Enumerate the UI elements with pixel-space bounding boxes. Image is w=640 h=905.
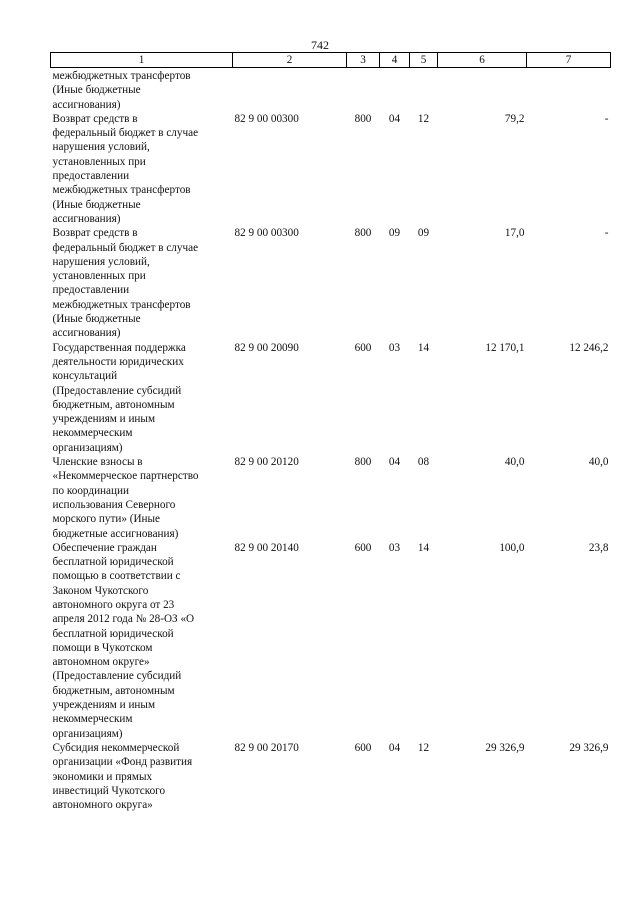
description-line: межбюджетных трансфертов	[52, 184, 191, 197]
description-line: некоммерческим	[52, 713, 133, 726]
description-line: (Иные бюджетные	[52, 313, 141, 326]
row-section: 09	[388, 227, 401, 240]
row-expense-type: 800	[354, 112, 372, 125]
row-amount-1: 17,0	[504, 227, 525, 240]
row-description	[51, 112, 233, 226]
row-description	[51, 341, 233, 455]
description-line: (Иные бюджетные	[52, 198, 141, 211]
description-line: бюджетным, автономным	[52, 684, 175, 697]
description-line: бесплатной юридической	[52, 627, 174, 640]
row-amount-1	[438, 68, 527, 112]
description-line: бюджетным, автономным	[52, 398, 175, 411]
description-line: учреждениям и иным	[52, 413, 156, 426]
description-line: организации «Фонд развития	[52, 756, 193, 769]
description-line: федеральный бюджет в случае	[52, 241, 199, 254]
row-expense-type: 600	[354, 541, 372, 554]
column-header-5: 5	[410, 53, 438, 68]
description-line: Субсидия некоммерческой	[52, 741, 180, 754]
row-amount-1: 29 326,9	[485, 741, 525, 754]
table-row	[51, 341, 611, 455]
row-amount-1: 79,2	[504, 112, 525, 125]
row-amount-1: 12 170,1	[485, 341, 525, 354]
description-line: «Некоммерческое партнерство	[52, 470, 199, 483]
row-section: 04	[388, 112, 401, 125]
row-amount-2	[527, 68, 611, 112]
row-section: 03	[388, 341, 401, 354]
table-row	[51, 455, 611, 541]
column-header-7: 7	[527, 53, 611, 68]
description-line: нарушения условий,	[52, 141, 150, 154]
row-code	[233, 68, 347, 112]
row-subsection: 14	[417, 341, 430, 354]
row-code: 82 9 00 00300	[234, 112, 299, 125]
column-header-3: 3	[347, 53, 380, 68]
row-code: 82 9 00 20140	[234, 541, 299, 554]
table-row	[51, 541, 611, 741]
row-subsection: 12	[417, 112, 430, 125]
description-line: инвестиций Чукотского	[52, 784, 166, 797]
row-subsection: 08	[417, 456, 430, 469]
description-line: по координации	[52, 484, 129, 497]
row-expense-type	[347, 68, 380, 112]
table-row	[51, 741, 611, 812]
description-line: автономного округа»	[52, 799, 153, 812]
budget-table	[50, 52, 611, 812]
description-line: предоставлении	[52, 170, 130, 183]
description-line: Членские взносы в	[52, 456, 143, 469]
row-subsection	[410, 68, 438, 112]
description-line: организациям)	[52, 727, 123, 740]
row-description	[51, 455, 233, 541]
description-line: установленных при	[52, 270, 146, 283]
column-header-1: 1	[51, 53, 233, 68]
row-subsection: 12	[417, 741, 430, 754]
row-amount-1: 100,0	[499, 541, 525, 554]
description-line: межбюджетных трансфертов	[52, 70, 191, 82]
row-description	[51, 226, 233, 340]
description-line: Обеспечение граждан	[52, 541, 157, 554]
description-line: учреждениям и иным	[52, 699, 156, 712]
row-amount-2: 29 326,9	[569, 741, 609, 754]
row-amount-1: 40,0	[504, 456, 525, 469]
description-line: бюджетные ассигнования)	[52, 527, 179, 540]
description-line: межбюджетных трансфертов	[52, 298, 191, 311]
description-line: организациям)	[52, 441, 123, 454]
table-body	[51, 68, 611, 813]
description-line: бесплатной юридической	[52, 556, 174, 569]
row-expense-type: 800	[354, 456, 372, 469]
description-line: ассигнования)	[52, 212, 121, 225]
column-header-4: 4	[380, 53, 410, 68]
description-line: помощью в соответствии с	[52, 570, 181, 583]
description-line: установленных при	[52, 155, 146, 168]
row-expense-type: 600	[354, 741, 372, 754]
row-description	[51, 541, 233, 741]
description-line: (Иные бюджетные	[52, 84, 141, 97]
table-row-continuation	[51, 68, 611, 112]
row-expense-type: 600	[354, 341, 372, 354]
row-amount-2: -	[604, 112, 609, 125]
table-header	[51, 53, 611, 68]
row-amount-2: 23,8	[588, 541, 609, 554]
description-line: ассигнования)	[52, 98, 121, 111]
row-code: 82 9 00 20090	[234, 341, 299, 354]
row-code: 82 9 00 20120	[234, 456, 299, 469]
row-expense-type: 800	[354, 227, 372, 240]
description-line: ассигнования)	[52, 327, 121, 340]
description-line: помощи в Чукотском	[52, 641, 153, 654]
description-line: морского пути» (Иные	[52, 513, 161, 526]
row-description	[51, 741, 233, 812]
row-amount-2: -	[604, 227, 609, 240]
description-line: апреля 2012 года № 28-ОЗ «О	[52, 613, 195, 626]
row-section: 04	[388, 741, 401, 754]
description-line: Государственная поддержка	[52, 341, 186, 354]
row-code: 82 9 00 20170	[234, 741, 299, 754]
description-line: (Предоставление субсидий	[52, 384, 182, 397]
row-section: 03	[388, 541, 401, 554]
column-header-2: 2	[233, 53, 347, 68]
description-line: использования Северного	[52, 498, 176, 511]
description-line: деятельности юридических	[52, 355, 184, 368]
table-row	[51, 226, 611, 340]
row-subsection: 14	[417, 541, 430, 554]
table-row	[51, 112, 611, 226]
row-section	[380, 68, 410, 112]
page-number: 742	[311, 38, 329, 52]
description-line: Возврат средств в	[52, 112, 138, 125]
row-amount-2: 40,0	[588, 456, 609, 469]
row-subsection: 09	[417, 227, 430, 240]
description-line: нарушения условий,	[52, 255, 150, 268]
column-header-6: 6	[438, 53, 527, 68]
description-line: (Предоставление субсидий	[52, 670, 182, 683]
description-line: Возврат средств в	[52, 227, 138, 240]
description-line: автономном округе»	[52, 656, 150, 669]
description-line: некоммерческим	[52, 427, 133, 440]
row-section: 04	[388, 456, 401, 469]
description-line: консультаций	[52, 370, 118, 383]
description-line: предоставлении	[52, 284, 130, 297]
description-line: Законом Чукотского	[52, 584, 149, 597]
row-code: 82 9 00 00300	[234, 227, 299, 240]
row-description	[51, 68, 233, 112]
description-line: автономного округа от 23	[52, 598, 175, 611]
row-amount-2: 12 246,2	[569, 341, 609, 354]
description-line: экономики и прямых	[52, 770, 153, 783]
description-line: федеральный бюджет в случае	[52, 127, 199, 140]
